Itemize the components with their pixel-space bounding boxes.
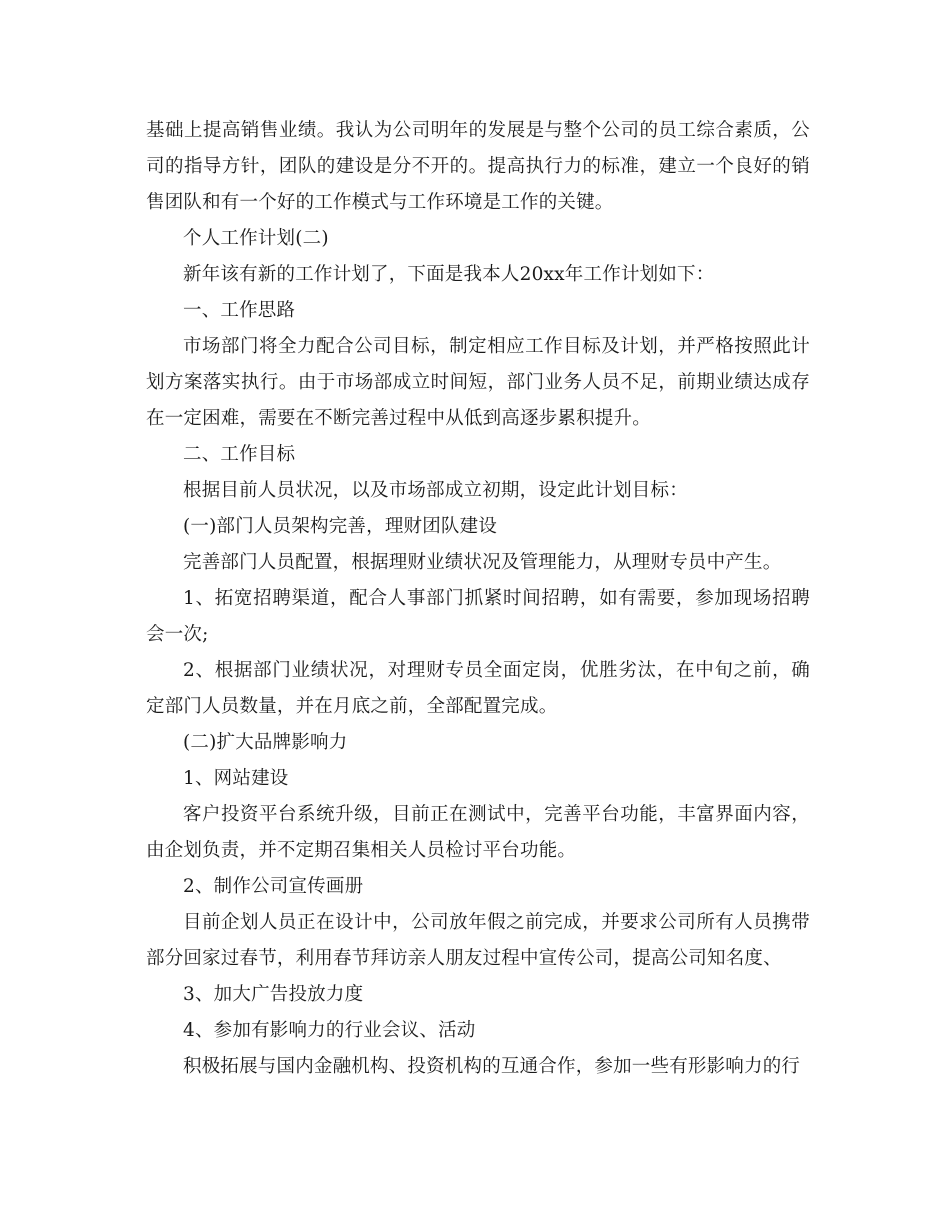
subheading-brand-influence: (二)扩大品牌影响力 bbox=[183, 732, 348, 753]
paragraph-goals-intro: 根据目前人员状况，以及市场部成立初期，设定此计划目标： bbox=[183, 480, 688, 501]
paragraph-staffing: 完善部门人员配置，根据理财业绩状况及管理能力，从理财专员中产生。 bbox=[183, 552, 782, 573]
paragraph-intro: 新年该有新的工作计划了，下面是我本人20xx年工作计划如下： bbox=[183, 264, 715, 285]
paragraph-1: 基础上提高销售业绩。我认为公司明年的发展是与整个公司的员工综合素质，公司的指导方针，团队的建设是分不开的。提高执行力的标准，建立一个良好的销售团队和有一个好的工作模式与工作环境是工作的关键。 bbox=[146, 120, 810, 213]
section-heading-work-goals: 二、工作目标 bbox=[183, 444, 296, 465]
paragraph-platform-upgrade: 客户投资平台系统升级，目前正在测试中，完善平台功能，丰富界面内容，由企划负责，并不定期召集相关人员检讨平台功能。 bbox=[146, 804, 810, 861]
paragraph-work-approach: 市场部门将全力配合公司目标，制定相应工作目标及计划，并严格按照此计划方案落实执行。由于市场部成立时间短，部门业务人员不足，前期业绩达成存在一定困难，需要在不断完善过程中从低到高逐步累积提升。 bbox=[146, 336, 810, 429]
heading-personal-work-plan-2: 个人工作计划(二) bbox=[183, 228, 329, 249]
list-item-recruitment: 1、拓宽招聘渠道，配合人事部门抓紧时间招聘，如有需要，参加现场招聘会一次; bbox=[146, 588, 810, 645]
paragraph-cooperation: 积极拓展与国内金融机构、投资机构的互通合作，参加一些有形影响力的行 bbox=[183, 1056, 801, 1077]
list-item-website: 1、网站建设 bbox=[183, 768, 289, 789]
paragraph-brochure: 目前企划人员正在设计中，公司放年假之前完成，并要求公司所有人员携带部分回家过春节，利用春节拜访亲人朋友过程中宣传公司，提高公司知名度、 bbox=[146, 912, 810, 969]
list-item-positioning: 2、根据部门业绩状况，对理财专员全面定岗，优胜劣汰，在中旬之前，确定部门人员数量，并在月底之前，全部配置完成。 bbox=[146, 660, 810, 717]
list-item-industry-events: 4、参加有影响力的行业会议、活动 bbox=[183, 1020, 476, 1041]
list-item-brochure: 2、制作公司宣传画册 bbox=[183, 876, 364, 897]
subheading-department-structure: (一)部门人员架构完善，理财团队建设 bbox=[183, 516, 498, 537]
document-body bbox=[146, 113, 810, 1085]
section-heading-work-approach: 一、工作思路 bbox=[183, 300, 296, 321]
list-item-advertising: 3、加大广告投放力度 bbox=[183, 984, 364, 1005]
